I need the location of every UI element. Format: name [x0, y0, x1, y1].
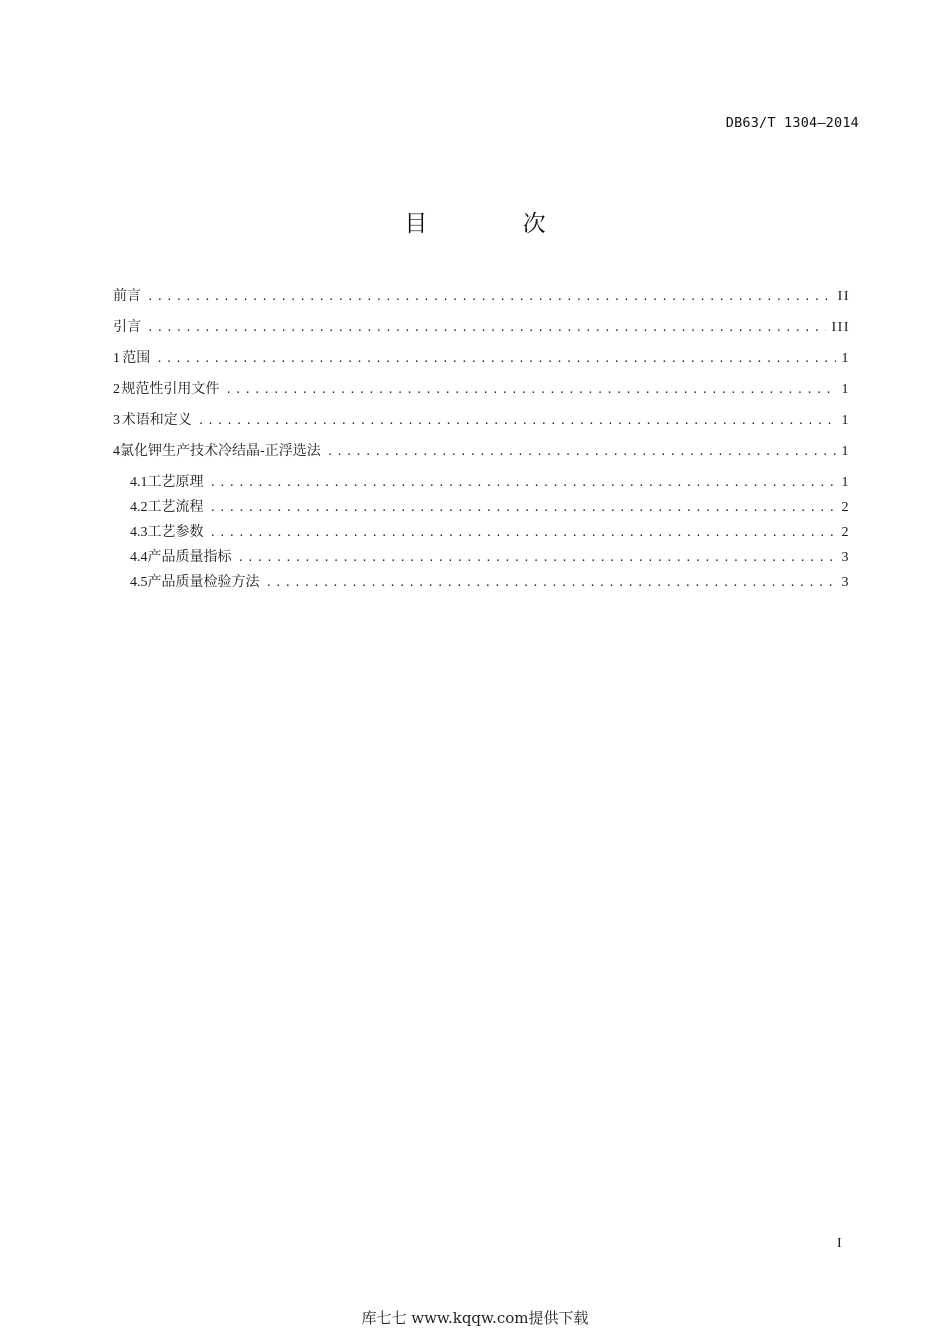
dot-leader [210, 501, 836, 514]
toc-entry-label: 工艺原理 [147, 474, 204, 490]
toc-subentry-process-flow[interactable] [113, 496, 850, 521]
toc-entry-label: 产品质量指标 [147, 549, 232, 565]
toc-entry-number: 2 [113, 382, 120, 397]
dot-leader [327, 445, 836, 458]
toc-subentry-process-principle[interactable] [113, 471, 850, 496]
toc-entry-label: 工艺流程 [147, 499, 204, 515]
dot-leader [198, 414, 836, 427]
toc-entry-page: 1 [841, 475, 850, 490]
toc-entry-label: 产品质量检验方法 [147, 574, 260, 590]
toc-entry-number: 4 [113, 444, 120, 459]
toc-entry-number: 3 [113, 413, 120, 428]
toc-entry-page: 1 [841, 351, 850, 366]
toc-entry-terms-definitions[interactable] [113, 409, 850, 440]
toc-entry-number: 4.5 [130, 575, 148, 590]
toc-title: 目 次 [404, 211, 590, 237]
toc-entry-page: 2 [841, 500, 850, 515]
toc-entry-label: 范围 [122, 350, 151, 366]
toc-entry-page: 1 [841, 382, 850, 397]
toc-entry-number: 4.4 [130, 550, 148, 565]
footer-download-notice: 库七七 www.kqqw.com提供下载 [361, 1309, 589, 1327]
toc-entry-label: 前言 [113, 288, 141, 304]
table-of-contents [113, 285, 850, 596]
toc-entry-number: 4.3 [130, 525, 148, 540]
toc-entry-number: 1 [113, 351, 120, 366]
dot-leader [147, 321, 826, 334]
toc-subentry-quality-indicators[interactable] [113, 546, 850, 571]
toc-entry-introduction[interactable] [113, 316, 850, 347]
dot-leader [266, 576, 836, 589]
standard-code: DB63/T 1304—2014 [725, 115, 859, 131]
toc-entry-page: II [837, 289, 850, 304]
toc-entry-number: 4.1 [130, 475, 148, 490]
dot-leader [210, 476, 836, 489]
toc-entry-page: 1 [841, 413, 850, 428]
toc-entry-page: 3 [841, 550, 850, 565]
toc-entry-page: III [831, 320, 850, 335]
dot-leader [238, 551, 836, 564]
toc-entry-normative-references[interactable] [113, 378, 850, 409]
toc-entry-page: 1 [841, 444, 850, 459]
toc-entry-label: 规范性引用文件 [121, 381, 220, 397]
toc-entry-foreword[interactable] [113, 285, 850, 316]
toc-entry-scope[interactable] [113, 347, 850, 378]
toc-entry-production-technology[interactable] [113, 440, 850, 471]
toc-entry-page: 3 [841, 575, 850, 590]
toc-entry-label: 术语和定义 [121, 412, 192, 428]
dot-leader [225, 383, 835, 396]
page-number: I [837, 1236, 842, 1251]
toc-entry-number: 4.2 [130, 500, 148, 515]
dot-leader [210, 526, 836, 539]
dot-leader [156, 352, 835, 365]
toc-subentry-process-parameters[interactable] [113, 521, 850, 546]
toc-entry-label: 氯化钾生产技术冷结晶-正浮选法 [120, 443, 321, 459]
toc-entry-page: 2 [841, 525, 850, 540]
toc-subentry-inspection-methods[interactable] [113, 571, 850, 596]
toc-entry-label: 工艺参数 [147, 524, 204, 540]
toc-entry-label: 引言 [113, 319, 141, 335]
dot-leader [147, 290, 832, 303]
